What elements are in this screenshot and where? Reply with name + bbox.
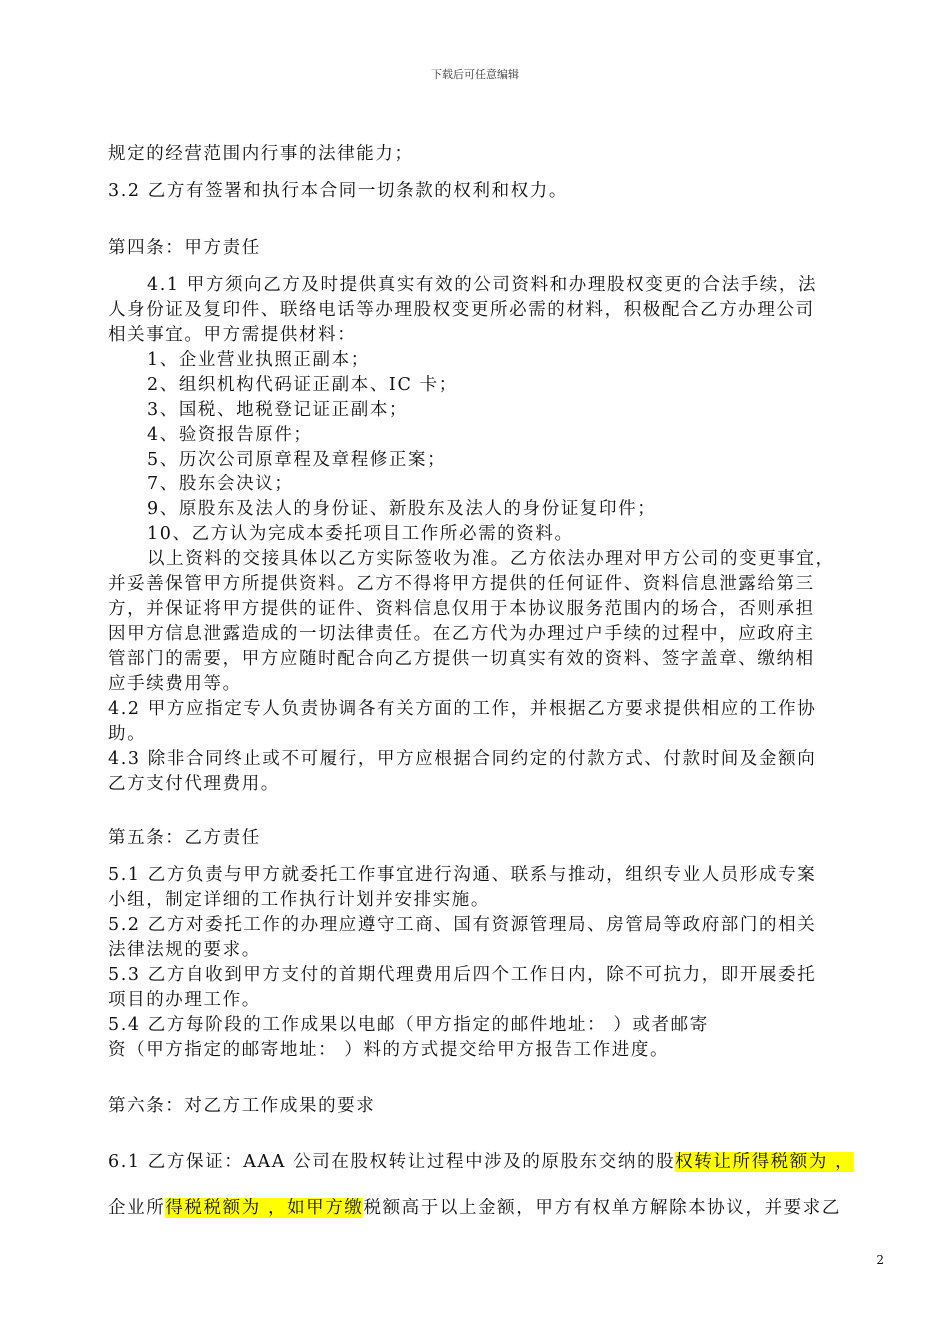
text-line: 小组，制定详细的工作执行计划并安排实施。 [108,890,490,910]
text-line: 因甲方信息泄露造成的一切法律责任。在乙方代为办理过户手续的过程中，应政府主 [108,624,815,644]
text-line: 法律法规的要求。 [108,940,261,960]
section-heading: 第四条：甲方责任 [108,238,261,258]
text-line: 应手续费用等。 [108,674,242,694]
text-line [108,1148,854,1173]
list-item: 4、验资报告原件； [147,425,313,445]
text-line: 助。 [108,724,147,744]
text-line: 乙方支付代理费用。 [108,774,280,794]
section-heading: 第六条：对乙方工作成果的要求 [108,1096,376,1116]
highlighted-text: 得税税额为 ，如甲方缴 [165,1198,364,1218]
list-item: 10、乙方认为完成本委托项目工作所必需的资料。 [147,524,574,544]
text-line: 3.2 乙方有签署和执行本合同一切条款的权利和权力。 [108,181,568,201]
text-line: 以上资料的交接具体以乙方实际签收为准。乙方依法办理对甲方公司的变更事宜， [147,549,835,569]
text-line: 4.3 除非合同终止或不可履行，甲方应根据合同约定的付款方式、付款时间及金额向 [108,749,817,769]
text-line: 规定的经营范围内行事的法律能力； [108,144,414,164]
text-line [108,1194,841,1219]
page-header: 下载后可任意编辑 [431,68,519,81]
text-line: 5.2 乙方对委托工作的办理应遵守工商、国有资源管理局、房管局等政府部门的相关 [108,915,817,935]
list-item: 3、国税、地税登记证正副本； [147,400,409,420]
text-line: 5.4 乙方每阶段的工作成果以电邮（甲方指定的邮件地址： ）或者邮寄 [108,1015,709,1035]
list-item: 5、历次公司原章程及章程修正案； [147,450,447,470]
text-run: 企业所 [108,1198,166,1218]
text-line: 并妥善保管甲方所提供资料。乙方不得将甲方提供的任何证件、资料信息泄露给第三 [108,574,815,594]
list-item: 7、股东会决议； [147,474,294,494]
text-run: 6.1 乙方保证：AAA 公司在股权转让过程中涉及的原股东交纳的股 [108,1152,676,1172]
text-line: 5.3 乙方自收到甲方支付的首期代理费用后四个工作日内，除不可抗力，即开展委托 [108,965,817,985]
text-line: 资（甲方指定的邮寄地址： ）料的方式提交给甲方报告工作进度。 [108,1040,670,1060]
list-item: 2、组织机构代码证正副本、IC 卡； [147,375,458,395]
highlighted-text: 权转让所得税额为 ， [675,1152,855,1172]
list-item: 9、原股东及法人的身份证、新股东及法人的身份证复印件； [147,499,657,519]
list-item: 1、企业营业执照正副本； [147,350,370,370]
text-line: 相关事宜。甲方需提供材料： [108,325,357,345]
text-line: 方，并保证将甲方提供的证件、资料信息仅用于本协议服务范围内的场合，否则承担 [108,599,815,619]
section-heading: 第五条：乙方责任 [108,828,261,848]
page-number: 2 [876,1253,884,1267]
text-run: 税额高于以上金额，甲方有权单方解除本协议，并要求乙 [363,1198,841,1218]
text-line: 项目的办理工作。 [108,990,261,1010]
text-line: 管部门的需要，甲方应随时配合向乙方提供一切真实有效的资料、签字盖章、缴纳相 [108,649,815,669]
text-line: 人身份证及复印件、联络电话等办理股权变更所必需的材料，积极配合乙方办理公司 [108,300,815,320]
text-line: 4.2 甲方应指定专人负责协调各有关方面的工作，并根据乙方要求提供相应的工作协 [108,699,817,719]
text-line: 4.1 甲方须向乙方及时提供真实有效的公司资料和办理股权变更的合法手续，法 [147,275,818,295]
text-line: 5.1 乙方负责与甲方就委托工作事宜进行沟通、联系与推动，组织专业人员形成专案 [108,865,817,885]
